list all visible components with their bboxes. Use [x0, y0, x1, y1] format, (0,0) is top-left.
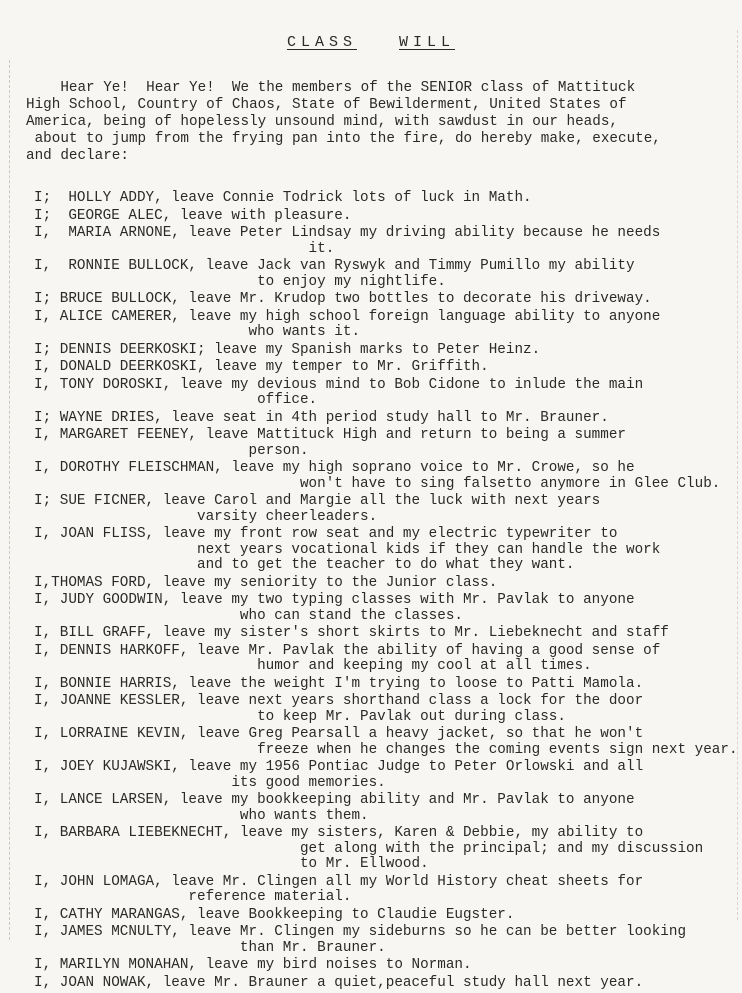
will-entry-line: I, MARIA ARNONE, leave Peter Lindsay my driving ability because he needs — [34, 225, 661, 241]
will-entry-line: I; BRUCE BULLOCK, leave Mr. Krudop two bottles to decorate his driveway. — [34, 291, 652, 307]
will-entry-line: I, JOAN NOWAK, leave Mr. Brauner a quiet,peaceful study hall next year. — [34, 974, 644, 991]
will-entry — [34, 593, 734, 624]
will-entry-line: I; HOLLY ADDY, leave Connie Todrick lots of luck in Math. — [34, 190, 532, 206]
will-entry-continuation: it. — [34, 240, 335, 257]
will-entry-line: I, JOANNE KESSLER, leave next years shorthand class a lock for the door — [34, 693, 644, 709]
will-entry-continuation: office. — [34, 392, 318, 408]
will-entry — [34, 191, 734, 207]
will-entry-line: I, MARILYN MONAHAN, leave my bird noises to Norman. — [34, 957, 472, 973]
intro-line: about to jump from the frying pan into the fire, do hereby make, execute, — [26, 131, 661, 147]
will-entry-continuation: varsity cheerleaders. — [34, 508, 378, 525]
will-entry-line: I, JAMES MCNULTY, leave Mr. Clingen my sideburns so he can be better looking — [34, 924, 687, 940]
will-entry-line: I, DENNIS HARKOFF, leave Mr. Pavlak the ability of having a good sense of — [34, 642, 661, 659]
will-entry-continuation: its good memories. — [34, 774, 386, 791]
will-entry-line: I, DONALD DEERKOSKI, leave my temper to Mr. Griffith. — [34, 359, 489, 375]
will-entry-line: I, ALICE CAMERER, leave my high school foreign language ability to anyone — [34, 308, 661, 325]
will-entry — [34, 875, 734, 906]
will-entry-line: I, JOEY KUJAWSKI, leave my 1956 Pontiac Judge to Peter Orlowski and all — [34, 759, 644, 775]
will-entry-continuation: to enjoy my nightlife. — [34, 273, 446, 290]
will-entry — [34, 626, 734, 642]
will-entry-continuation: next years vocational kids if they can handle the work — [34, 541, 661, 558]
will-entry-continuation: person. — [34, 442, 309, 459]
will-entry — [34, 411, 734, 427]
will-entry-continuation: who can stand the classes. — [34, 607, 463, 624]
will-entry — [34, 576, 734, 592]
will-entry-line: I, JOAN FLISS, leave my front row seat and my electric typewriter to — [34, 526, 618, 542]
will-entry-line: I, RONNIE BULLOCK, leave Jack van Ryswyk and Timmy Pumillo my ability — [34, 258, 635, 274]
will-entry-line: I, BONNIE HARRIS, leave the weight I'm trying to loose to Patti Mamola. — [34, 675, 644, 692]
will-entry — [34, 461, 734, 492]
intro-line: Hear Ye! Hear Ye! We the members of the SENIOR class of Mattituck — [26, 80, 636, 96]
will-entry-line: I, BARBARA LIEBEKNECHT, leave my sisters, Karen & Debbie, my ability to — [34, 825, 644, 841]
will-entry-continuation: get along with the principal; and my discussion — [34, 840, 704, 857]
will-entry — [34, 958, 734, 974]
will-entry-continuation: and to get the teacher to do what they want. — [34, 557, 575, 573]
title-word-will: WILL — [399, 34, 456, 51]
will-entry — [34, 726, 738, 758]
intro-line: and declare: — [26, 148, 129, 164]
will-entry-continuation: won't have to sing falsetto anymore in Glee Club. — [34, 475, 721, 492]
will-entries — [34, 190, 738, 993]
will-entry — [34, 292, 734, 308]
will-entry — [34, 826, 734, 873]
will-entry — [34, 259, 734, 290]
will-entry — [34, 310, 734, 341]
title-word-class: CLASS — [286, 34, 357, 51]
will-entry — [34, 360, 734, 376]
will-entry-line: I, BILL GRAFF, leave my sister's short skirts to Mr. Liebeknecht and staff — [34, 625, 669, 641]
will-entry — [34, 677, 734, 693]
will-entry — [34, 644, 734, 675]
will-entry — [34, 925, 734, 956]
will-entry — [34, 527, 734, 574]
will-entry — [34, 494, 734, 525]
page-edge-left — [9, 60, 10, 940]
document-title — [0, 34, 742, 51]
will-entry — [34, 378, 734, 409]
will-entry-continuation: who wants it. — [34, 324, 361, 340]
will-entry — [34, 226, 734, 257]
will-entry — [34, 976, 734, 992]
will-entry — [34, 793, 734, 824]
will-entry-line: I; SUE FICNER, leave Carol and Margie all the luck with next years — [34, 493, 601, 509]
will-entry-line: I, JUDY GOODWIN, leave my two typing classes with Mr. Pavlak to anyone — [34, 592, 635, 608]
will-entry — [34, 694, 734, 725]
will-entry — [34, 209, 734, 225]
will-entry-line: I, JOHN LOMAGA, leave Mr. Clingen all my World History cheat sheets for — [34, 873, 644, 890]
will-entry-line: I; WAYNE DRIES, leave seat in 4th period study hall to Mr. Brauner. — [34, 409, 609, 426]
will-entry-continuation: humor and keeping my cool at all times. — [34, 658, 592, 674]
will-entry-line: I, DOROTHY FLEISCHMAN, leave my high soprano voice to Mr. Crowe, so he — [34, 460, 635, 476]
will-entry-continuation: to Mr. Ellwood. — [34, 856, 429, 872]
will-entry-continuation: freeze when he changes the coming events sign next year. — [34, 741, 738, 758]
will-entry-line: I, LANCE LARSEN, leave my bookkeeping ability and Mr. Pavlak to anyone — [34, 792, 635, 808]
will-entry-line: I; DENNIS DEERKOSKI; leave my Spanish marks to Peter Heinz. — [34, 341, 541, 358]
will-entry — [34, 343, 734, 359]
will-entry — [34, 428, 734, 459]
intro-paragraph — [26, 80, 726, 165]
will-entry-line: I,THOMAS FORD, leave my seniority to the Junior class. — [34, 574, 498, 591]
will-entry-line: I, LORRAINE KEVIN, leave Greg Pearsall a heavy jacket, so that he won't — [34, 726, 644, 742]
will-entry-line: I, MARGARET FEENEY, leave Mattituck High and return to being a summer — [34, 427, 626, 443]
will-entry-continuation: who wants them. — [34, 807, 369, 824]
will-entry-continuation: reference material. — [34, 889, 352, 905]
will-entry-line: I; GEORGE ALEC, leave with pleasure. — [34, 207, 352, 224]
page-edge-right — [737, 30, 738, 920]
intro-line: High School, Country of Chaos, State of Bewilderment, United States of — [26, 97, 627, 113]
will-entry — [34, 760, 734, 791]
will-entry-continuation: to keep Mr. Pavlak out during class. — [34, 708, 566, 725]
will-entry — [34, 908, 734, 924]
will-entry-continuation: than Mr. Brauner. — [34, 939, 386, 956]
intro-line: America, being of hopelessly unsound mind, with sawdust in our heads, — [26, 114, 618, 130]
will-entry-line: I, TONY DOROSKI, leave my devious mind to Bob Cidone to inlude the main — [34, 376, 644, 393]
will-entry-line: I, CATHY MARANGAS, leave Bookkeeping to Claudie Eugster. — [34, 906, 515, 923]
